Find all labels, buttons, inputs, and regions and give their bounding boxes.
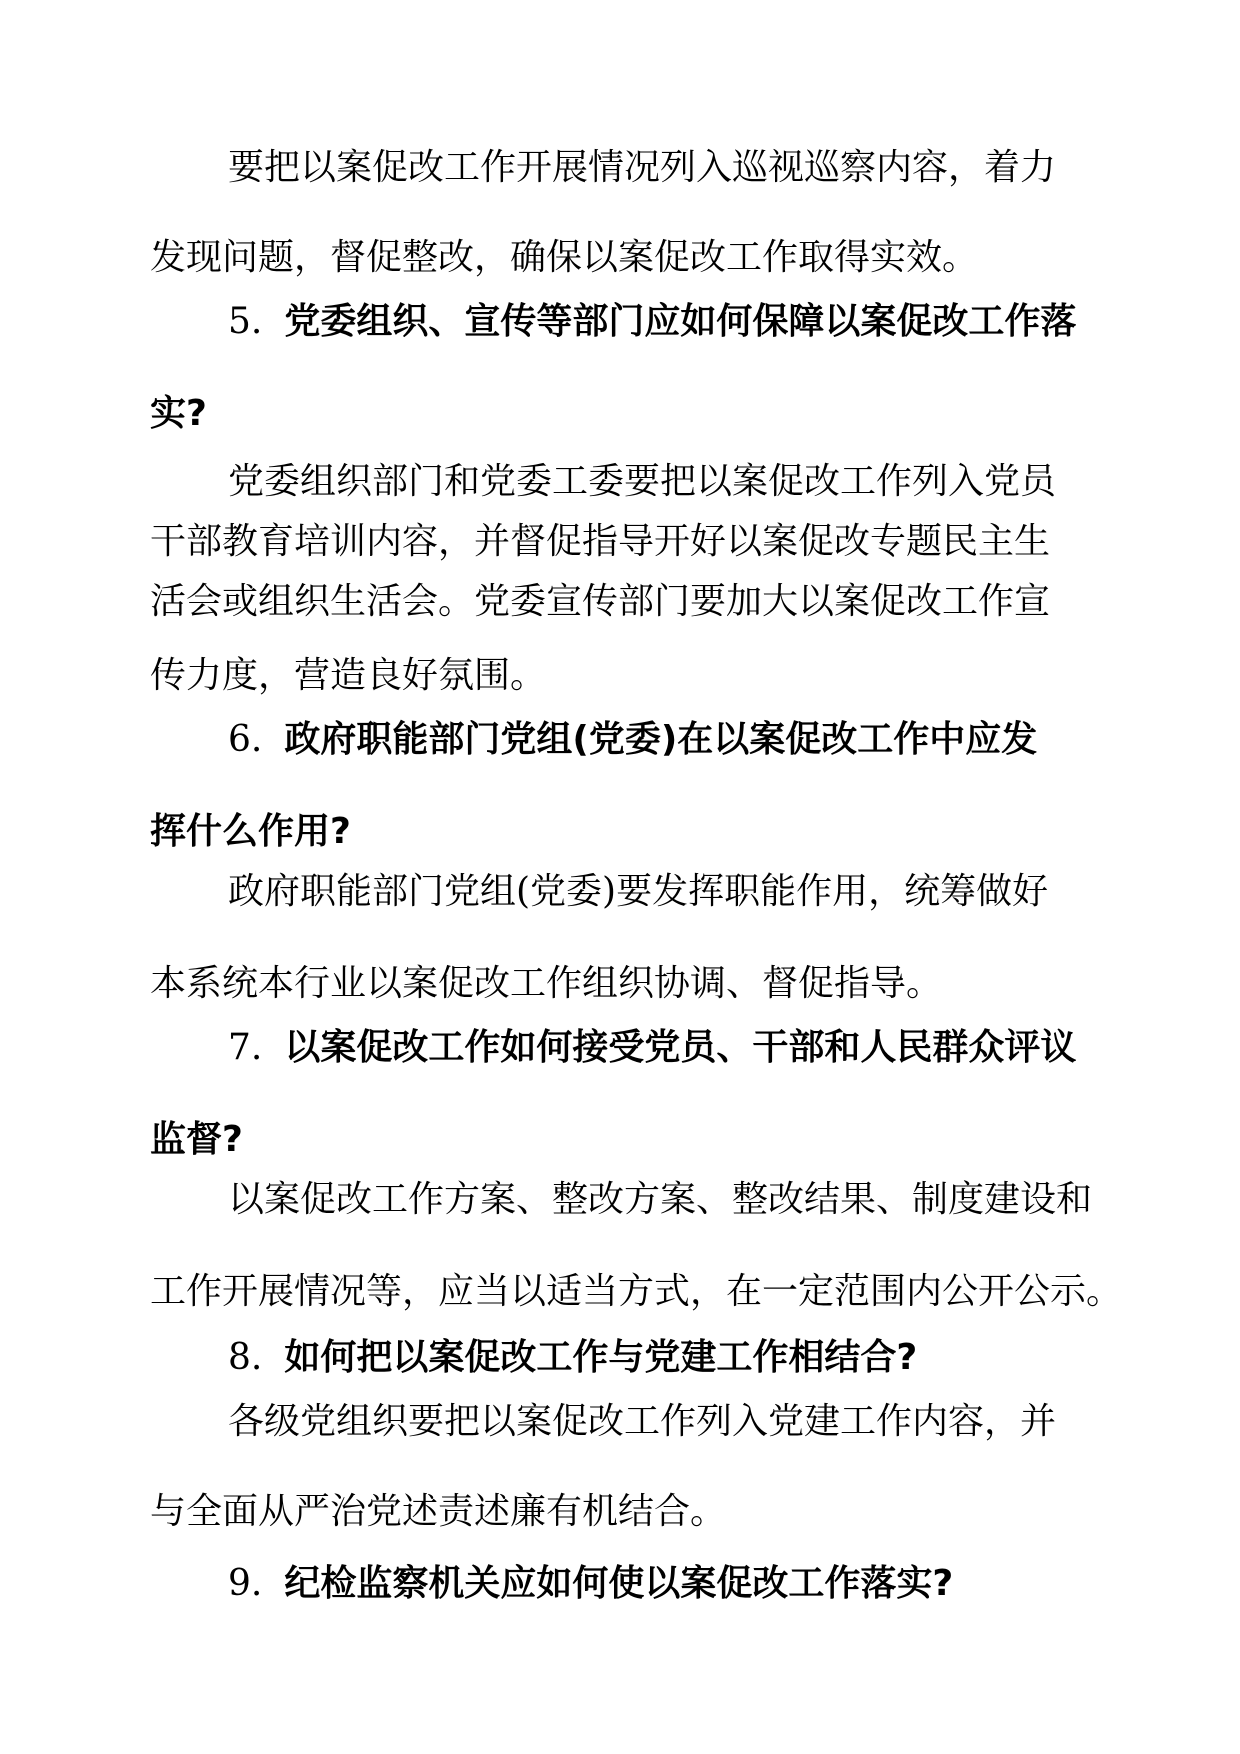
paragraph-line: 干部教育培训内容，并督促指导开好以案促改专题民主生 <box>150 521 1051 562</box>
question-heading-line: 实? <box>150 393 207 434</box>
question-number: 8. <box>228 1337 263 1378</box>
paragraph-line: 活会或组织生活会。党委宣传部门要加大以案促改工作宣 <box>150 581 1051 622</box>
question-number: 9. <box>228 1563 263 1604</box>
paragraph-line: 各级党组织要把以案促改工作列入党建工作内容，并 <box>228 1401 1057 1442</box>
paragraph-line: 传力度，营造良好氛围。 <box>150 655 547 696</box>
question-heading-line: 监督? <box>150 1119 243 1160</box>
question-heading-7 <box>228 1026 1076 1070</box>
question-heading-5 <box>228 300 1076 344</box>
paragraph-line: 政府职能部门党组(党委)要发挥职能作用，统筹做好 <box>228 871 1049 912</box>
paragraph-line: 发现问题，督促整改，确保以案促改工作取得实效。 <box>150 237 979 278</box>
paragraph-line: 党委组织部门和党委工委要把以案促改工作列入党员 <box>228 461 1057 502</box>
question-text: 纪检监察机关应如何使以案促改工作落实? <box>284 1563 954 1604</box>
question-heading-line: 挥什么作用? <box>150 811 351 852</box>
paragraph-line: 与全面从严治党述责述廉有机结合。 <box>150 1491 727 1532</box>
question-text: 党委组织、宣传等部门应如何保障以案促改工作落 <box>284 301 1077 342</box>
question-heading-6 <box>228 718 1037 762</box>
question-number: 5. <box>228 301 263 342</box>
question-heading-9 <box>228 1562 953 1606</box>
paragraph-line: 以案促改工作方案、整改方案、整改结果、制度建设和 <box>228 1179 1093 1220</box>
question-text: 以案促改工作如何接受党员、干部和人民群众评议 <box>284 1027 1077 1068</box>
question-number: 6. <box>228 719 263 760</box>
question-heading-8 <box>228 1336 917 1380</box>
paragraph-line: 要把以案促改工作开展情况列入巡视巡察内容，着力 <box>228 147 1057 188</box>
question-text: 如何把以案促改工作与党建工作相结合? <box>284 1337 918 1378</box>
question-text: 政府职能部门党组(党委)在以案促改工作中应发 <box>284 719 1038 760</box>
paragraph-line: 工作开展情况等，应当以适当方式，在一定范围内公开公示。 <box>150 1271 1123 1312</box>
question-number: 7. <box>228 1027 263 1068</box>
paragraph-line: 本系统本行业以案促改工作组织协调、督促指导。 <box>150 963 943 1004</box>
